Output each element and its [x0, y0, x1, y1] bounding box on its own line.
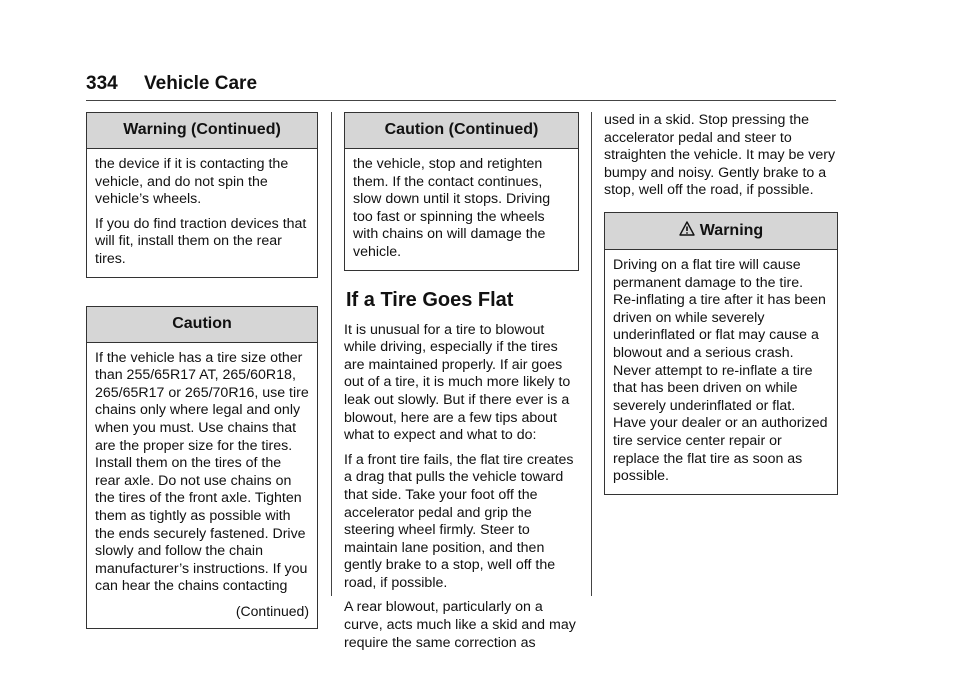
- page-number: 334: [86, 73, 118, 94]
- section-title: Vehicle Care: [144, 73, 258, 94]
- warning-body: [605, 250, 837, 494]
- flat-tire-heading: If a Tire Goes Flat: [346, 288, 514, 311]
- continued-label: (Continued): [235, 602, 309, 619]
- warning-paragraph-1: Driving on a flat tire will cause permanent damage to the tire. Re-inflating a tire after it has been driven on while severely underinflated or flat may cause a blowout and a serious crash. Never attempt to re-inflate a tire that has been driven on while severely underinflated or flat. Have your dealer or an authorized tire service center repair or replace the flat tire as soon as possible.: [613, 256, 828, 485]
- skid-paragraph: used in a skid. Stop pressing the accelerator pedal and steer to straighten the vehicle. It may be very bumpy and noisy. Gently brake to a stop, well off the road, if possible.: [604, 112, 836, 199]
- caution-continued-paragraph-1: the vehicle, stop and retighten them. If the contact continues, slow down until it stops. Driving too fast or spinning the wheels with chains on will damage the vehicle.: [353, 156, 551, 260]
- caution-title: Caution: [87, 307, 317, 343]
- caution-continued-title: Caution (Continued): [345, 113, 578, 149]
- warning-continued-body: [87, 149, 317, 277]
- column-divider-2: [591, 112, 592, 596]
- flat-tire-paragraph-2: If a front tire fails, the flat tire creates a drag that pulls the vehicle toward that side. Take your foot off the accelerator pedal and grip the steering wheel firmly. Steer to maintain lane position, and then gently brake to a stop, well off the road, if possible.: [344, 451, 574, 591]
- caution-paragraph-1: If the vehicle has a tire size other than 255/65R17 AT, 265/60R18, 265/65R17 or 265/70R16, use tire chains only where legal and only when you must. Use chains that are the proper size for the tires. Install them on the tires of the rear axle. Do not use chains on the tires of the front axle. Tighten them as tightly as possible with the ends securely fastened. Drive slowly and follow the chain manufacturer’s instructions. If you can hear the chains contacting: [95, 349, 309, 595]
- warning-continued-title: Warning (Continued): [87, 113, 317, 149]
- caution-continued-body: [345, 149, 578, 270]
- warning-continued-box: [86, 112, 318, 278]
- warning-title: Warning: [699, 221, 764, 239]
- page-header: [86, 72, 836, 101]
- warning-triangle-icon: [679, 221, 695, 236]
- column-divider-1: [331, 112, 332, 596]
- column-1: [86, 112, 318, 657]
- column-3: [604, 112, 838, 523]
- caution-box: [86, 306, 318, 630]
- warning-box: [604, 212, 838, 495]
- warning-header: [605, 213, 837, 250]
- flat-tire-paragraph-3: A rear blowout, particularly on a curve, acts much like a skid and may require the same correction as: [344, 599, 576, 651]
- warning-continued-paragraph-1: the device if it is contacting the vehicle, and do not spin the vehicle’s wheels.: [95, 156, 289, 208]
- caution-body: [87, 343, 317, 629]
- flat-tire-paragraph-1: It is unusual for a tire to blowout while driving, especially if the tires are maintained properly. If air goes out of a tire, it is much more likely to leak out slowly. But if there ever is a blowout, here are a few tips about what to expect and what to do:: [344, 321, 571, 444]
- warning-continued-paragraph-2: If you do find traction devices that will fit, install them on the rear tires.: [95, 215, 307, 267]
- column-2: [344, 112, 579, 659]
- caution-continued-box: [344, 112, 579, 271]
